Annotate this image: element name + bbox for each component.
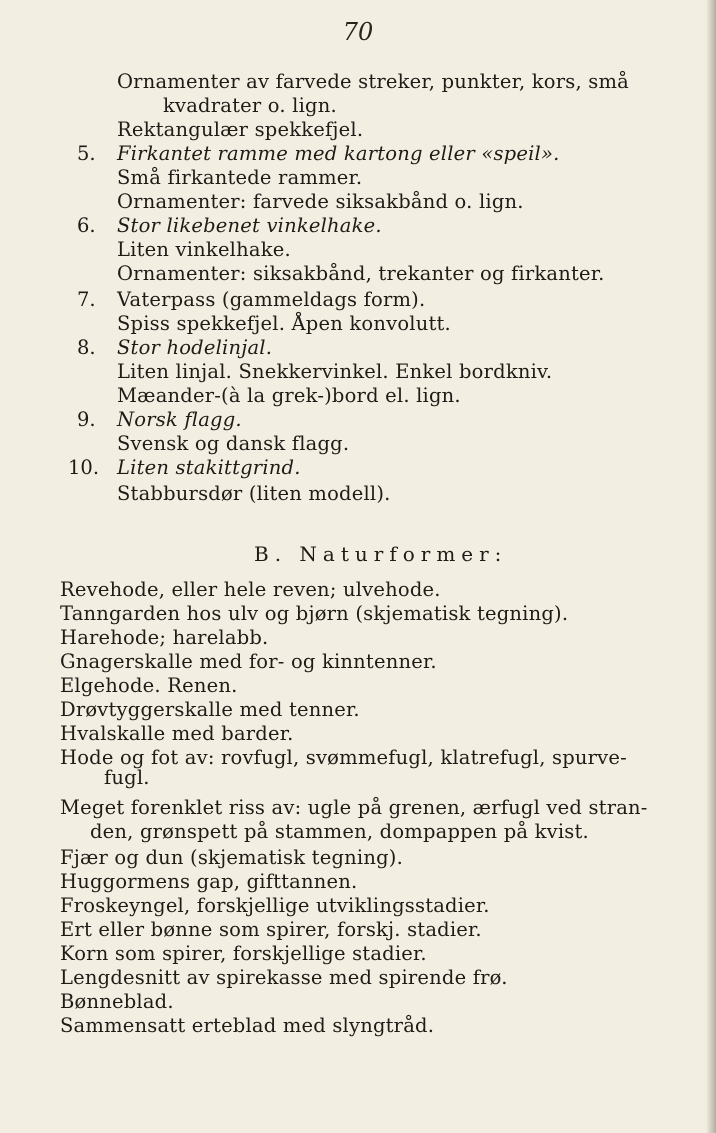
list-a-5-line-1: Svensk og dansk flagg. — [117, 432, 350, 455]
item-number-8: 8. — [77, 336, 96, 359]
item-number-6: 6. — [77, 214, 96, 237]
list-b-line: Bønneblad. — [60, 990, 174, 1013]
list-b-line: Elgehode. Renen. — [60, 674, 238, 697]
list-b-line: den, grønspett på stammen, dompappen på kvist. — [90, 820, 589, 843]
item-number-7: 7. — [77, 288, 96, 311]
list-a-5-title: Norsk flagg. — [117, 408, 242, 431]
list-b-line: Ert eller bønne som spirer, forskj. stadier. — [60, 918, 482, 941]
list-a-1-line-1: Små firkantede rammer. — [117, 166, 363, 189]
section-b-heading: B. Naturformer: — [254, 542, 508, 566]
list-b-line: Gnagerskalle med for- og kinntenner. — [60, 650, 437, 673]
list-b-line: Sammensatt erteblad med slyngtråd. — [60, 1014, 435, 1037]
list-a-4-title: Stor hodelinjal. — [117, 336, 273, 359]
item-number-5: 5. — [77, 142, 96, 165]
item-number-10: 10. — [68, 456, 100, 479]
list-a-2-title: Stor likebenet vinkelhake. — [117, 214, 382, 237]
list-a-2-line-2: Ornamenter: siksakbånd, trekanter og firkanter. — [117, 262, 605, 285]
list-b-line: Korn som spirer, forskjellige stadier. — [60, 942, 427, 965]
list-b-line: fugl. — [104, 766, 150, 789]
page-number: 70 — [342, 18, 374, 46]
list-a-2-line-1: Liten vinkelhake. — [117, 238, 291, 261]
item-number-9: 9. — [77, 408, 96, 431]
list-a-4-line-1: Liten linjal. Snekkervinkel. Enkel bordkniv. — [117, 360, 553, 383]
list-a-4-line-2: Mæander-(à la grek-)bord el. lign. — [117, 384, 461, 407]
list-b-line: Hode og fot av: rovfugl, svømmefugl, klatrefugl, spurve- — [60, 746, 627, 769]
list-a-0-line-2: Rektangulær spekkefjel. — [117, 118, 364, 141]
list-b-line: Froskeyngel, forskjellige utviklingsstadier. — [60, 894, 490, 917]
list-b-line: Huggormens gap, gifttannen. — [60, 870, 358, 893]
list-a-3-line-1: Spiss spekkefjel. Åpen konvolutt. — [117, 312, 451, 335]
list-b-line: Fjær og dun (skjematisk tegning). — [60, 846, 403, 869]
list-a-6-title: Liten stakittgrind. — [117, 456, 301, 479]
list-b-line: Tanngarden hos ulv og bjørn (skjematisk tegning). — [60, 602, 569, 625]
list-a-3-title: Vaterpass (gammeldags form). — [117, 288, 426, 311]
list-a-1-line-2: Ornamenter: farvede siksakbånd o. lign. — [117, 190, 524, 213]
list-b-line: Lengdesnitt av spirekasse med spirende frø. — [60, 966, 508, 989]
list-b-line: Revehode, eller hele reven; ulvehode. — [60, 578, 441, 601]
list-b-line: Meget forenklet riss av: ugle på grenen, ærfugl ved stran- — [60, 796, 648, 819]
list-a-0-line-1: kvadrater o. lign. — [163, 94, 337, 117]
page-edge-shadow — [706, 0, 716, 1133]
list-a-1-title: Firkantet ramme med kartong eller «speil». — [117, 142, 560, 165]
list-b-line: Harehode; harelabb. — [60, 626, 269, 649]
list-b-line: Drøvtyggerskalle med tenner. — [60, 698, 360, 721]
list-a-0-line-0: Ornamenter av farvede streker, punkter, kors, små — [117, 70, 629, 93]
list-a-6-line-1: Stabbursdør (liten modell). — [117, 482, 391, 505]
list-b-line: Hvalskalle med barder. — [60, 722, 294, 745]
